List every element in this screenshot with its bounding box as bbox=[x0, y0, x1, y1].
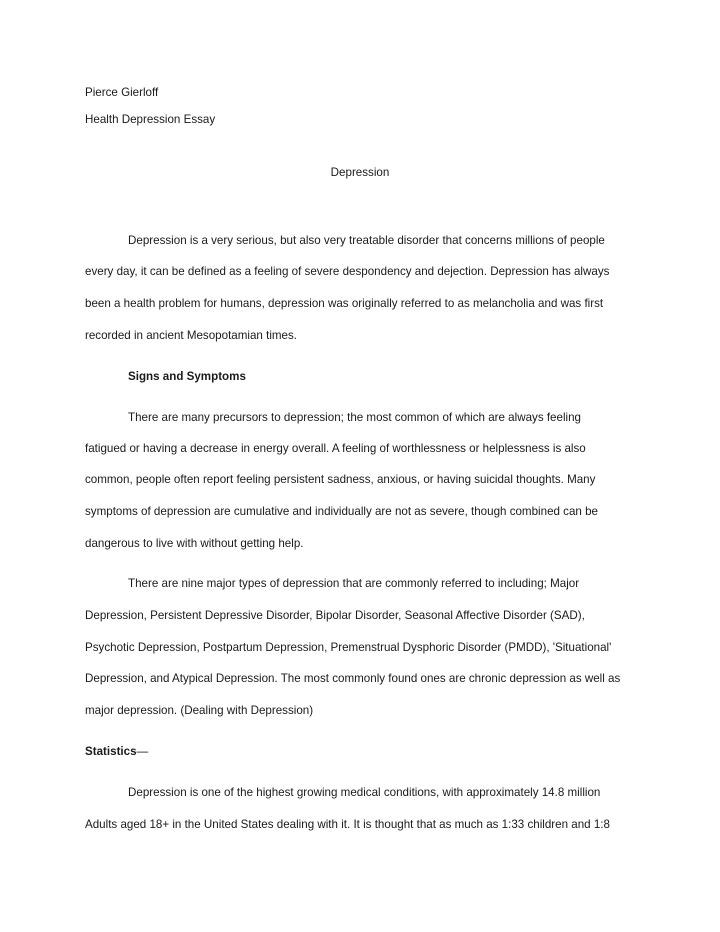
course-title: Health Depression Essay bbox=[85, 113, 216, 126]
statistics-heading-dash: — bbox=[136, 745, 149, 758]
paragraph-line: Depression, Persistent Depressive Disorder, Bipolar Disorder, Seasonal Affective Disorder (SAD), bbox=[85, 609, 585, 622]
paragraph-line: Depression is a very serious, but also very treatable disorder that concerns millions of people bbox=[128, 234, 605, 247]
paragraph-line: dangerous to live with without getting help. bbox=[85, 537, 304, 550]
author-name: Pierce Gierloff bbox=[85, 86, 159, 99]
paragraph-line: symptoms of depression are cumulative and individually are not as severe, though combined can be bbox=[85, 505, 598, 518]
paragraph-line: Depression is one of the highest growing medical conditions, with approximately 14.8 million bbox=[128, 786, 601, 799]
paragraph-line: recorded in ancient Mesopotamian times. bbox=[85, 329, 298, 342]
paragraph-line: every day, it can be defined as a feeling of severe despondency and dejection. Depression has always bbox=[85, 265, 610, 278]
paragraph-line: fatigued or having a decrease in energy overall. A feeling of worthlessness or helplessness is also bbox=[85, 442, 586, 455]
paragraph-line: common, people often report feeling persistent sadness, anxious, or having suicidal thoughts. Many bbox=[85, 473, 596, 486]
signs-heading: Signs and Symptoms bbox=[128, 370, 246, 383]
essay-title: Depression bbox=[330, 166, 390, 179]
paragraph-line: Depression, and Atypical Depression. The most commonly found ones are chronic depression as well as bbox=[85, 672, 621, 685]
statistics-heading: Statistics bbox=[85, 745, 137, 758]
paragraph-line: been a health problem for humans, depression was originally referred to as melancholia and was first bbox=[85, 297, 604, 310]
paragraph-line: Adults aged 18+ in the United States dealing with it. It is thought that as much as 1:33 children and 1:8 bbox=[85, 818, 610, 831]
paragraph-line: There are many precursors to depression; the most common of which are always feeling bbox=[128, 411, 582, 424]
paragraph-line: major depression. (Dealing with Depression) bbox=[85, 704, 314, 717]
paragraph-line: Psychotic Depression, Postpartum Depression, Premenstrual Dysphoric Disorder (PMDD), 'Situational' bbox=[85, 641, 612, 654]
statistics-heading-row bbox=[85, 745, 148, 759]
paragraph-line: There are nine major types of depression that are commonly referred to including; Major bbox=[128, 577, 580, 590]
